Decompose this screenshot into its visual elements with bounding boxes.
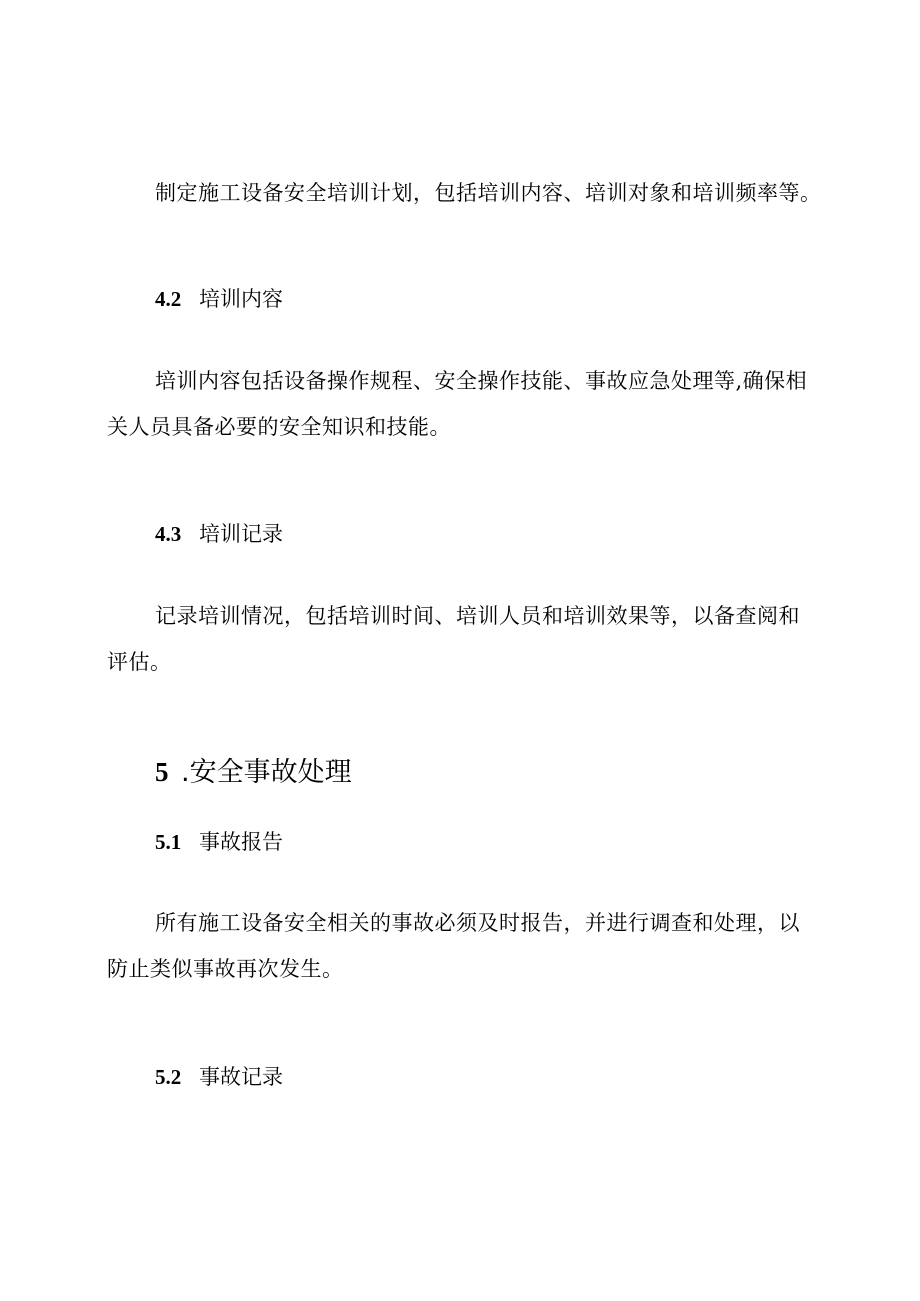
section-number: 4.2: [155, 287, 182, 311]
section-number: 5.2: [155, 1065, 182, 1089]
section-number: 5.1: [155, 830, 182, 854]
section-number: 4.3: [155, 522, 182, 546]
section-heading-4-2: [155, 287, 283, 312]
section-heading-4-3: [155, 522, 283, 547]
section-heading-5-2: [155, 1065, 283, 1090]
paragraph-line: 评估。: [107, 650, 172, 674]
section-title: .安全事故处理: [181, 757, 352, 788]
paragraph-training-content: [107, 368, 835, 439]
section-title: 培训内容: [199, 287, 283, 311]
paragraph-line: 关人员具备必要的安全知识和技能。: [107, 415, 451, 439]
section-title: 事故报告: [199, 830, 283, 854]
paragraph-line: 记录培训情况，包括培训时间、培训人员和培训效果等，以备查阅和: [155, 604, 800, 628]
paragraph-line: 防止类似事故再次发生。: [107, 957, 344, 981]
section-title: 培训记录: [199, 522, 283, 546]
section-heading-5-1: [155, 830, 283, 855]
paragraph-accident-report: [107, 910, 835, 981]
section-number: 5: [155, 757, 169, 787]
section-heading-5: [155, 756, 352, 789]
paragraph-training-record: [107, 603, 835, 674]
section-title: 事故记录: [199, 1065, 283, 1089]
paragraph-line: 培训内容包括设备操作规程、安全操作技能、事故应急处理等,确保相: [155, 369, 808, 393]
paragraph-training-plan: 制定施工设备安全培训计划，包括培训内容、培训对象和培训频率等。: [155, 181, 822, 205]
paragraph-line: 所有施工设备安全相关的事故必须及时报告，并进行调查和处理，以: [155, 911, 800, 935]
